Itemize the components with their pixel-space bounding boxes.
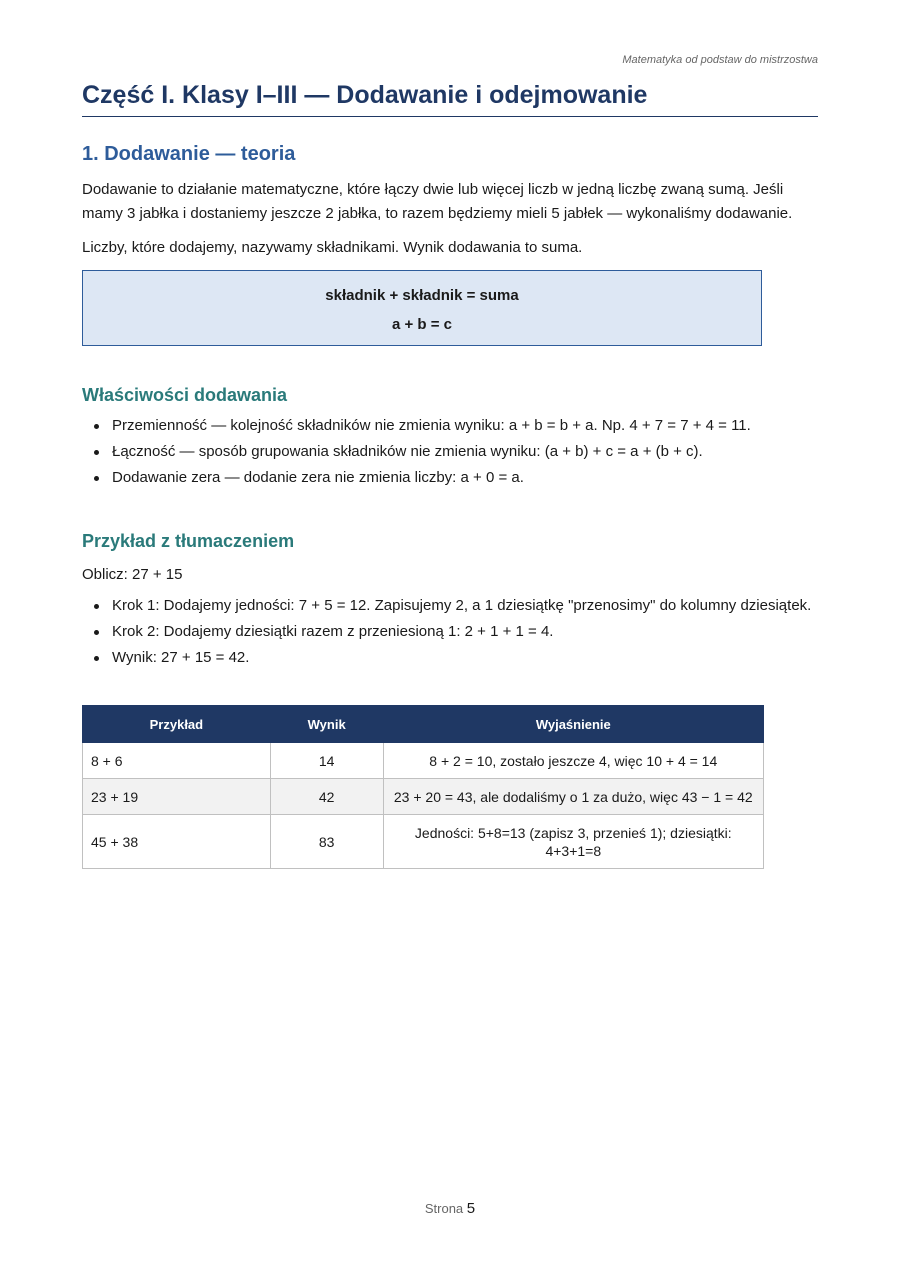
intro-paragraph: Dodawanie to działanie matematyczne, które łączy dwie lub więcej liczb w jedną liczbę zwaną sumą. Jeśli mamy 3 jabłka i dostaniemy jeszcze 2 jabłka, to razem będziemy mieli 5 jabłek — wykonaliśmy dodawanie. (82, 181, 793, 222)
table-cell: Jedności: 5+8=13 (zapisz 3, przenieś 1); dziesiątki: 4+3+1=8 (383, 815, 763, 869)
example-steps-list (82, 593, 818, 671)
running-header: Matematyka od podstaw do mistrzostwa (622, 54, 818, 66)
properties-list (82, 413, 818, 491)
list-item: Krok 2: Dodajemy dziesiątki razem z przeniesioną 1: 2 + 1 + 1 = 4. (82, 619, 818, 645)
column-header-example: Przykład (83, 706, 271, 743)
section-title: 1. Dodawanie — teoria (82, 143, 296, 165)
page-number: 5 (466, 1200, 476, 1217)
table-row (83, 779, 764, 815)
table-cell: 83 (270, 815, 383, 869)
list-item: Przemienność — kolejność składników nie zmienia wyniku: a + b = b + a. Np. 4 + 7 = 7 + 4 = 11. (82, 413, 818, 439)
column-header-result: Wynik (270, 706, 383, 743)
table-header-row (83, 706, 764, 743)
examples-table (82, 705, 764, 869)
table-cell: 45 + 38 (83, 815, 271, 869)
table-cell: 23 + 20 = 43, ale dodaliśmy o 1 za dużo, więc 43 − 1 = 42 (383, 779, 763, 815)
formula-symbols: a + b = c (391, 316, 453, 333)
table-cell: 14 (270, 743, 383, 779)
table-cell: 23 + 19 (83, 779, 271, 815)
properties-heading: Właściwości dodawania (82, 385, 288, 405)
list-item: Wynik: 27 + 15 = 42. (82, 645, 818, 671)
table-row (83, 743, 764, 779)
example-heading: Przykład z tłumaczeniem (82, 531, 295, 551)
table-cell: 42 (270, 779, 383, 815)
page-label: Strona (424, 1201, 464, 1216)
list-item: Krok 1: Dodajemy jedności: 7 + 5 = 12. Zapisujemy 2, a 1 dziesiątkę "przenosimy" do kolumny dziesiątek. (82, 593, 818, 619)
formula-box (82, 270, 762, 346)
table-row (83, 815, 764, 869)
table-cell: 8 + 2 = 10, zostało jeszcze 4, więc 10 + 4 = 14 (383, 743, 763, 779)
page-footer (0, 1200, 900, 1217)
table-cell: 8 + 6 (83, 743, 271, 779)
column-header-explanation: Wyjaśnienie (383, 706, 763, 743)
list-item: Łączność — sposób grupowania składników nie zmienia wyniku: (a + b) + c = a + (b + c). (82, 439, 818, 465)
example-task: Oblicz: 27 + 15 (82, 566, 183, 583)
list-item: Dodawanie zera — dodanie zera nie zmienia liczby: a + 0 = a. (82, 465, 818, 491)
formula-words: składnik + składnik = suma (325, 287, 519, 304)
chapter-title: Część I. Klasy I–III — Dodawanie i odejmowanie (82, 80, 818, 117)
terms-paragraph: Liczby, które dodajemy, nazywamy składnikami. Wynik dodawania to suma. (82, 239, 583, 256)
